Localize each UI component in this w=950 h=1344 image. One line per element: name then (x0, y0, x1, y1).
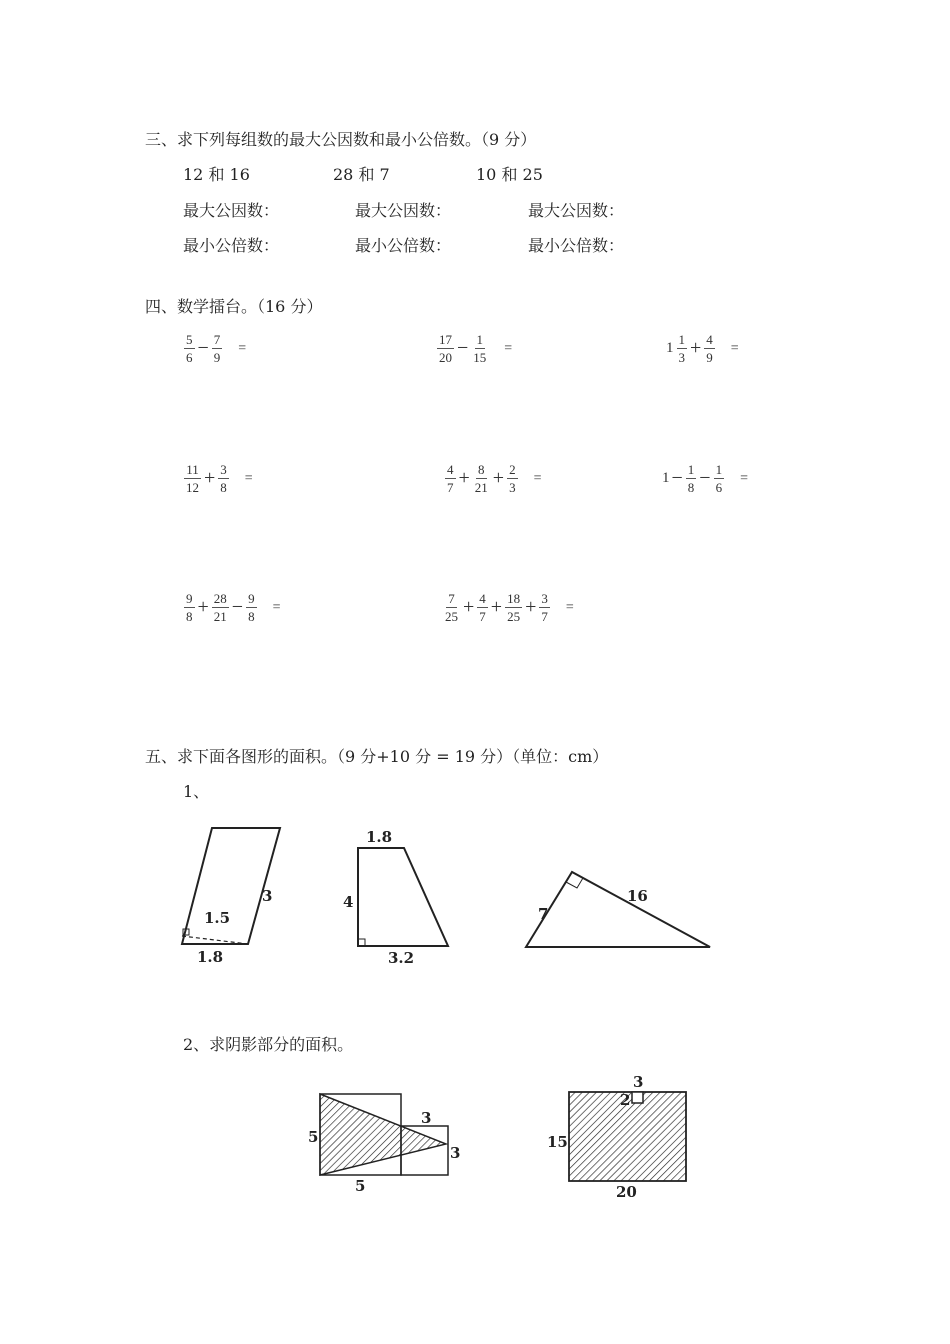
triangle-figure (526, 872, 710, 947)
numerator: 5 (186, 332, 193, 347)
fraction (471, 332, 488, 365)
problem-6 (662, 462, 748, 495)
denominator: 8 (687, 480, 695, 495)
numerator: 1 (476, 332, 484, 347)
numerator: 7 (448, 591, 455, 606)
numerator: 1 (678, 332, 685, 347)
area-figures-1 (170, 815, 730, 975)
section3-title: 三、求下列每组数的最大公因数和最小公倍数。（9 分） (145, 130, 537, 149)
problem-5 (443, 462, 541, 495)
fraction (507, 462, 518, 495)
numerator: 7 (213, 332, 221, 347)
denominator: 6 (715, 480, 723, 495)
fraction (473, 462, 490, 495)
operator: − (699, 467, 711, 489)
whole-number: 1 (666, 340, 674, 356)
operator: + (204, 467, 216, 489)
fraction (445, 462, 456, 495)
fraction (443, 591, 460, 624)
squares-top-small-label: 3 (421, 1109, 432, 1127)
numerator: 2 (509, 462, 516, 477)
fraction (677, 332, 688, 365)
equals-sign: = (533, 470, 542, 486)
denominator: 15 (473, 350, 487, 365)
trapezoid-top-label: 1.8 (366, 828, 393, 846)
numerator: 9 (186, 591, 193, 606)
squares-shaded-figure (308, 1094, 460, 1195)
numerator: 4 (706, 332, 713, 347)
numerator: 17 (439, 332, 452, 347)
denominator: 8 (248, 609, 255, 624)
denominator: 25 (445, 609, 458, 624)
denominator: 25 (507, 609, 521, 624)
squares-bottom-label: 5 (355, 1177, 366, 1195)
equals-sign: = (238, 340, 247, 356)
operator: + (463, 596, 475, 618)
lcm-label-2: 最小公倍数： (355, 236, 452, 255)
equals-sign: = (565, 599, 574, 615)
rect-top-small-label: 3 (633, 1073, 644, 1091)
operator: + (690, 337, 702, 359)
numerator: 18 (507, 591, 521, 606)
operator: + (492, 467, 505, 489)
rect-side-small-label: 2 (620, 1091, 631, 1109)
parallelogram-side-label: 3 (262, 887, 273, 905)
fraction (686, 462, 697, 495)
equals-sign: = (740, 470, 748, 486)
section5-title: 五、求下面各图形的面积。（9 分+10 分 = 19 分）（单位：cm） (145, 747, 609, 766)
parallelogram-height-label: 1.5 (204, 909, 231, 927)
fraction (218, 462, 229, 495)
operator: + (458, 467, 470, 489)
denominator: 8 (186, 609, 193, 624)
numerator: 3 (220, 462, 227, 477)
operator: + (490, 596, 503, 618)
parallelogram-base-label: 1.8 (197, 948, 224, 966)
numerator: 3 (541, 591, 548, 606)
problem-1 (182, 332, 246, 365)
gcd-label-3: 最大公因数： (528, 201, 625, 220)
fraction (184, 591, 195, 624)
rect-height-label: 15 (547, 1133, 568, 1151)
fraction (184, 332, 195, 365)
denominator: 9 (706, 350, 713, 365)
equals-sign: = (244, 470, 253, 486)
section4-title: 四、数学擂台。（16 分） (145, 297, 323, 316)
triangle-leg-b-label: 16 (627, 887, 648, 905)
problem-3 (666, 332, 739, 365)
squares-left-label: 5 (308, 1128, 319, 1146)
denominator: 20 (439, 350, 452, 365)
numerator: 4 (447, 462, 454, 477)
operator: − (671, 467, 683, 489)
fraction (437, 332, 454, 365)
fraction (184, 462, 201, 495)
denominator: 7 (447, 480, 454, 495)
denominator: 6 (186, 350, 193, 365)
problem-8 (441, 591, 574, 624)
lcm-label-1: 最小公倍数： (183, 236, 280, 255)
denominator: 12 (186, 480, 199, 495)
fraction (505, 591, 522, 624)
problem-2 (435, 332, 512, 365)
fraction (246, 591, 257, 624)
pair-1: 12 和 16 (183, 165, 250, 184)
whole-number: 1 (662, 470, 670, 486)
numerator: 1 (715, 462, 723, 477)
problem-4 (182, 462, 253, 495)
numerator: 28 (213, 591, 227, 606)
area-figures-2 (300, 1070, 720, 1210)
part1-label: 1、 (183, 782, 210, 801)
fraction (212, 591, 229, 624)
fraction (539, 591, 550, 624)
problem-7 (182, 591, 280, 624)
denominator: 21 (213, 609, 227, 624)
fraction (704, 332, 715, 365)
numerator: 11 (186, 462, 199, 477)
trapezoid-figure (343, 828, 448, 967)
squares-right-small-label: 3 (450, 1144, 461, 1162)
rectangle-shaded-figure (547, 1073, 686, 1201)
parallelogram-figure (182, 828, 280, 966)
operator: − (197, 337, 209, 359)
denominator: 3 (678, 350, 685, 365)
numerator: 1 (687, 462, 695, 477)
denominator: 3 (509, 480, 516, 495)
numerator: 8 (478, 462, 485, 477)
triangle-leg-a-label: 7 (538, 905, 549, 923)
denominator: 8 (220, 480, 227, 495)
denominator: 21 (474, 480, 488, 495)
operator: − (231, 596, 244, 618)
trapezoid-height-label: 4 (343, 893, 354, 911)
equals-sign: = (504, 340, 513, 356)
fraction (477, 591, 488, 624)
denominator: 7 (479, 609, 486, 624)
fraction (212, 332, 223, 365)
numerator: 9 (248, 591, 255, 606)
operator: + (525, 596, 537, 618)
pair-2: 28 和 7 (333, 165, 390, 184)
equals-sign: = (272, 599, 281, 615)
gcd-label-1: 最大公因数： (183, 201, 280, 220)
rect-width-label: 20 (616, 1183, 637, 1201)
part2-label: 2、求阴影部分的面积。 (183, 1035, 354, 1054)
gcd-label-2: 最大公因数： (355, 201, 452, 220)
pair-3: 10 和 25 (476, 165, 543, 184)
denominator: 9 (213, 350, 221, 365)
fraction (714, 462, 725, 495)
operator: + (197, 596, 209, 618)
trapezoid-bottom-label: 3.2 (388, 949, 415, 967)
lcm-label-3: 最小公倍数： (528, 236, 625, 255)
operator: − (457, 337, 469, 359)
equals-sign: = (730, 340, 739, 356)
numerator: 4 (479, 591, 486, 606)
denominator: 7 (541, 609, 548, 624)
